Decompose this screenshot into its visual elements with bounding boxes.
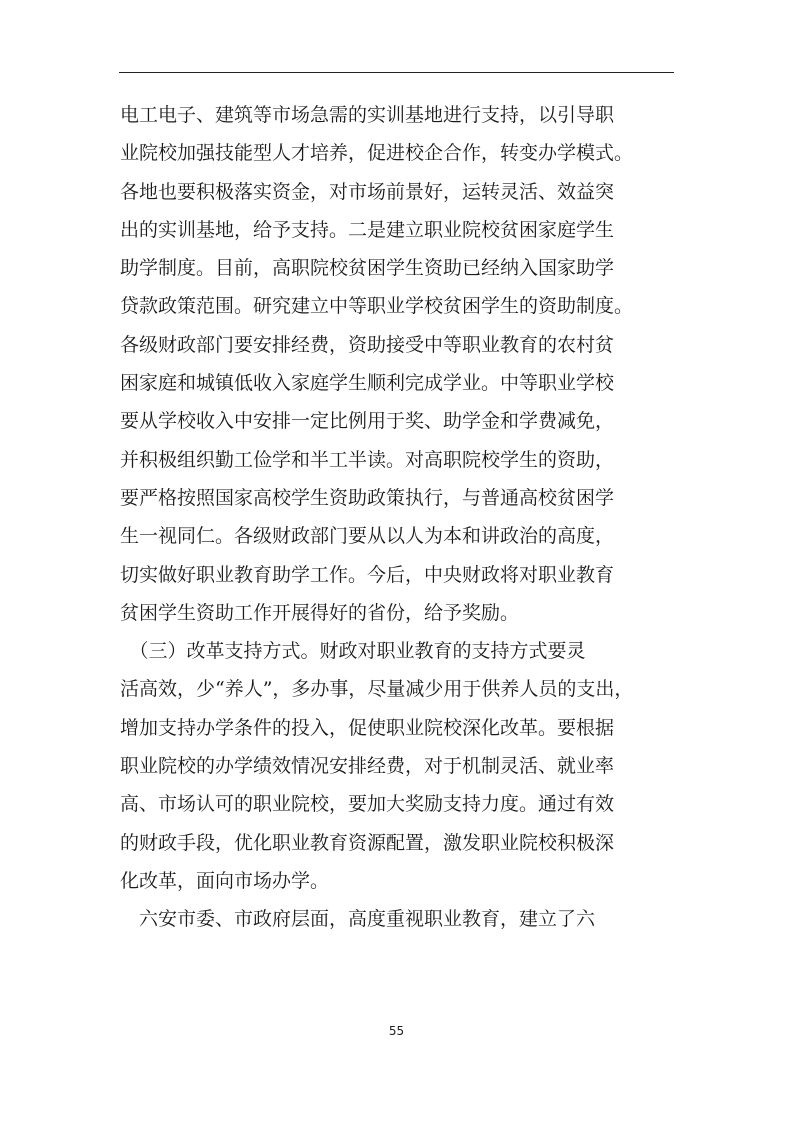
text-line: 业院校加强技能型人才培养，促进校企合作，转变办学模式。 — [120, 142, 634, 165]
text-line: 贷款政策范围。研究建立中等职业学校贫困学生的资助制度。 — [120, 295, 634, 318]
paragraph-2 — [120, 632, 676, 900]
text-line: 贫困学生资助工作开展得好的省份，给予奖励。 — [120, 601, 520, 624]
paragraph-3 — [120, 900, 676, 938]
text-line: 助学制度。目前，高职院校贫困学生资助已经纳入国家助学 — [120, 257, 615, 280]
text-line: 要严格按照国家高校学生资助政策执行，与普通高校贫困学 — [120, 486, 615, 509]
text-line: 困家庭和城镇低收入家庭学生顺利完成学业。中等职业学校 — [120, 372, 615, 395]
text-line: 职业院校的办学绩效情况安排经费，对于机制灵活、就业率 — [120, 755, 615, 778]
text-line: 要从学校收入中安排一定比例用于奖、助学金和学费减免， — [120, 410, 615, 433]
text-line: 生一视同仁。各级财政部门要从以人为本和讲政治的高度， — [120, 525, 615, 548]
text-line: 的财政手段，优化职业教育资源配置，激发职业院校积极深 — [120, 831, 615, 854]
text-line: 高、市场认可的职业院校，要加大奖励支持力度。通过有效 — [120, 793, 615, 816]
body-text — [120, 96, 676, 939]
text-line: 增加支持办学条件的投入，促使职业院校深化改革。要根据 — [120, 716, 615, 739]
text-line: 活高效，少“养人”，多办事，尽量减少用于供养人员的支出， — [120, 678, 634, 701]
text-line: （三）改革支持方式。财政对职业教育的支持方式要灵 — [120, 640, 586, 663]
text-line: 出的实训基地，给予支持。二是建立职业院校贫困家庭学生 — [120, 218, 615, 241]
page-number: 55 — [388, 1024, 405, 1038]
text-line: 并积极组织勤工俭学和半工半读。对高职院校学生的资助， — [120, 448, 615, 471]
text-line: 六安市委、市政府层面，高度重视职业教育，建立了六 — [120, 908, 596, 931]
text-line: 各地也要积极落实资金，对市场前景好，运转灵活、效益突 — [120, 180, 615, 203]
header-rule — [119, 72, 674, 73]
text-line: 化改革，面向市场办学。 — [120, 869, 330, 892]
paragraph-1 — [120, 96, 676, 632]
text-line: 切实做好职业教育助学工作。今后，中央财政将对职业教育 — [120, 563, 615, 586]
text-line: 电工电子、建筑等市场急需的实训基地进行支持，以引导职 — [120, 104, 615, 126]
text-line: 各级财政部门要安排经费，资助接受中等职业教育的农村贫 — [120, 333, 615, 356]
